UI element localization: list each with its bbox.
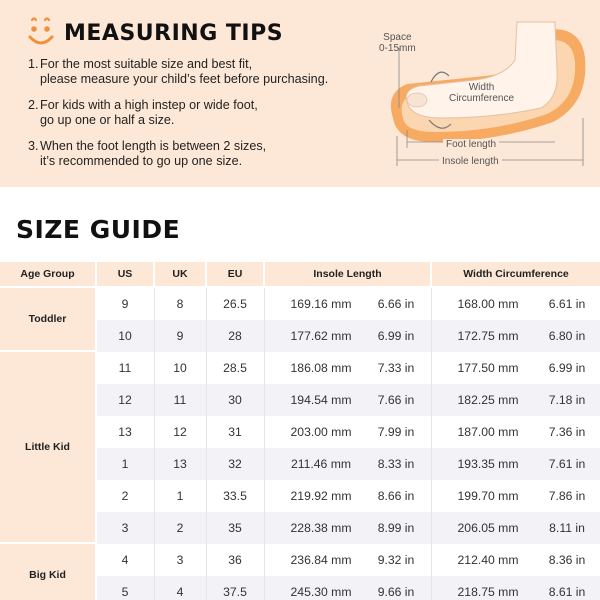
cell-width-mm: 218.75 mm <box>457 585 519 599</box>
column-divider <box>206 480 207 512</box>
cell-uk: 1 <box>176 489 184 503</box>
column-divider <box>431 320 432 352</box>
cell-insole-mm: 219.92 mm <box>290 489 352 503</box>
column-divider <box>206 512 207 544</box>
cell-us: 2 <box>121 489 129 503</box>
cell-width-in: 6.80 in <box>548 329 586 343</box>
cell-eu: 30 <box>228 393 242 407</box>
column-divider <box>264 352 265 384</box>
cell-uk: 4 <box>176 585 184 599</box>
cell-eu: 33.5 <box>223 489 247 503</box>
cell-eu: 32 <box>228 457 242 471</box>
cell-width-mm: 168.00 mm <box>457 297 519 311</box>
column-divider <box>264 320 265 352</box>
column-divider <box>154 544 155 576</box>
table-row <box>97 576 600 600</box>
cell-width-in: 7.18 in <box>548 393 586 407</box>
column-divider <box>206 576 207 600</box>
column-divider <box>206 320 207 352</box>
column-divider <box>264 416 265 448</box>
cell-width-mm: 187.00 mm <box>457 425 519 439</box>
column-divider <box>431 512 432 544</box>
column-divider <box>431 416 432 448</box>
cell-uk: 10 <box>173 361 187 375</box>
cell-insole-mm: 186.08 mm <box>290 361 352 375</box>
cell-us: 12 <box>118 393 132 407</box>
cell-width-mm: 212.40 mm <box>457 553 519 567</box>
space-label: Space 0-15mm <box>379 32 416 54</box>
cell-uk: 11 <box>173 393 187 407</box>
cell-insole-mm: 177.62 mm <box>290 329 352 343</box>
header-uk: UK <box>155 262 205 286</box>
width-circumference-label: Width Circumference <box>449 82 515 104</box>
measuring-tips-title: MEASURING TIPS <box>64 20 284 46</box>
size-guide-table <box>0 262 600 600</box>
measuring-tips-panel <box>0 0 600 187</box>
cell-insole-in: 9.66 in <box>377 585 415 599</box>
cell-eu: 35 <box>228 521 242 535</box>
table-row <box>97 288 600 320</box>
toe-shape <box>407 93 427 107</box>
cell-insole-mm: 211.46 mm <box>290 457 352 471</box>
cell-us: 13 <box>118 425 132 439</box>
cell-us: 10 <box>118 329 132 343</box>
cell-insole-in: 8.33 in <box>377 457 415 471</box>
cell-insole-mm: 245.30 mm <box>290 585 352 599</box>
cell-width-mm: 182.25 mm <box>457 393 519 407</box>
insole-length-label: Insole length <box>439 156 502 167</box>
age-group-cell: Toddler <box>0 288 95 350</box>
cell-insole-mm: 203.00 mm <box>290 425 352 439</box>
table-row <box>97 320 600 352</box>
cell-us: 3 <box>121 521 129 535</box>
column-divider <box>154 352 155 384</box>
header-width-circumference: Width Circumference <box>432 262 600 286</box>
cell-uk: 8 <box>176 297 184 311</box>
cell-width-in: 7.36 in <box>548 425 586 439</box>
cell-eu: 37.5 <box>223 585 247 599</box>
cell-us: 11 <box>118 361 132 375</box>
cell-insole-mm: 169.16 mm <box>290 297 352 311</box>
tip-item-3: 3.When the foot length is between 2 sizes, it’s recommended to go up one size. <box>28 139 267 168</box>
cell-insole-in: 6.99 in <box>377 329 415 343</box>
age-group-cell: Little Kid <box>0 352 95 542</box>
cell-us: 9 <box>121 297 129 311</box>
table-row <box>97 416 600 448</box>
header-age-group: Age Group <box>0 262 95 286</box>
column-divider <box>206 448 207 480</box>
column-divider <box>264 576 265 600</box>
column-divider <box>264 448 265 480</box>
cell-eu: 31 <box>228 425 242 439</box>
column-divider <box>264 544 265 576</box>
cell-width-in: 7.61 in <box>548 457 586 471</box>
cell-us: 1 <box>121 457 129 471</box>
table-row <box>97 448 600 480</box>
table-row <box>97 544 600 576</box>
cell-width-mm: 193.35 mm <box>457 457 519 471</box>
cell-width-mm: 172.75 mm <box>457 329 519 343</box>
cell-insole-mm: 236.84 mm <box>290 553 352 567</box>
cell-width-mm: 199.70 mm <box>457 489 519 503</box>
column-divider <box>431 448 432 480</box>
column-divider <box>154 384 155 416</box>
column-divider <box>431 384 432 416</box>
column-divider <box>206 544 207 576</box>
size-guide-title: SIZE GUIDE <box>16 215 181 244</box>
column-divider <box>154 512 155 544</box>
cell-uk: 3 <box>176 553 184 567</box>
table-row <box>97 480 600 512</box>
tip-item-1: 1.For the most suitable size and best fit, please measure your child’s feet before purchasing. <box>28 57 329 86</box>
cell-insole-mm: 228.38 mm <box>290 521 352 535</box>
foot-length-label: Foot length <box>443 139 499 150</box>
column-divider <box>264 480 265 512</box>
column-divider <box>431 544 432 576</box>
column-divider <box>154 288 155 320</box>
column-divider <box>154 480 155 512</box>
header-insole-length: Insole Length <box>265 262 430 286</box>
cell-width-in: 7.86 in <box>548 489 586 503</box>
tip-item-2: 2.For kids with a high instep or wide foot, go up one or half a size. <box>28 98 258 127</box>
cell-insole-mm: 194.54 mm <box>290 393 352 407</box>
table-row <box>97 384 600 416</box>
cell-eu: 28.5 <box>223 361 247 375</box>
age-group-cell: Big Kid <box>0 544 95 600</box>
table-row <box>97 352 600 384</box>
cell-insole-in: 8.99 in <box>377 521 415 535</box>
table-row <box>97 512 600 544</box>
cell-width-in: 6.99 in <box>548 361 586 375</box>
column-divider <box>154 576 155 600</box>
column-divider <box>154 320 155 352</box>
column-divider <box>264 512 265 544</box>
column-divider <box>431 576 432 600</box>
column-divider <box>206 384 207 416</box>
column-divider <box>206 352 207 384</box>
column-divider <box>154 416 155 448</box>
cell-uk: 13 <box>173 457 187 471</box>
foot-measurement-diagram <box>345 18 590 178</box>
cell-width-mm: 177.50 mm <box>457 361 519 375</box>
cell-width-mm: 206.05 mm <box>457 521 519 535</box>
column-divider <box>264 288 265 320</box>
column-divider <box>431 480 432 512</box>
cell-insole-in: 7.66 in <box>377 393 415 407</box>
cell-insole-in: 8.66 in <box>377 489 415 503</box>
cell-us: 5 <box>121 585 129 599</box>
smiley-icon <box>26 16 56 50</box>
cell-us: 4 <box>121 553 129 567</box>
cell-uk: 12 <box>173 425 187 439</box>
cell-insole-in: 9.32 in <box>377 553 415 567</box>
column-divider <box>154 448 155 480</box>
cell-insole-in: 7.99 in <box>377 425 415 439</box>
cell-width-in: 6.61 in <box>548 297 586 311</box>
column-divider <box>431 352 432 384</box>
cell-uk: 2 <box>176 521 184 535</box>
cell-width-in: 8.11 in <box>549 521 585 535</box>
cell-eu: 28 <box>228 329 242 343</box>
cell-width-in: 8.36 in <box>548 553 586 567</box>
column-divider <box>264 384 265 416</box>
cell-eu: 26.5 <box>223 297 247 311</box>
cell-insole-in: 6.66 in <box>377 297 415 311</box>
column-divider <box>206 416 207 448</box>
header-eu: EU <box>207 262 263 286</box>
cell-uk: 9 <box>176 329 184 343</box>
cell-eu: 36 <box>228 553 242 567</box>
cell-insole-in: 7.33 in <box>377 361 415 375</box>
header-us: US <box>97 262 153 286</box>
measuring-tips-header <box>26 16 283 50</box>
column-divider <box>431 288 432 320</box>
cell-width-in: 8.61 in <box>548 585 586 599</box>
column-divider <box>206 288 207 320</box>
